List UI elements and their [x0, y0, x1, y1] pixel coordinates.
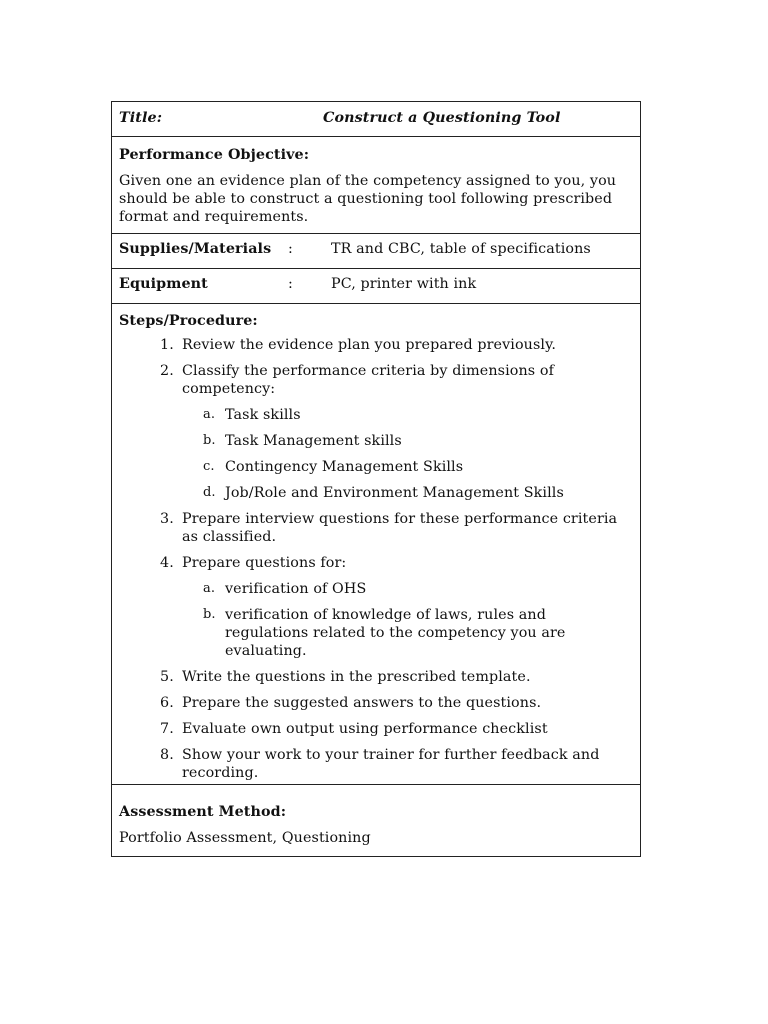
step-number: 2. [160, 363, 174, 379]
step-number: 4. [160, 555, 174, 571]
step-number: 3. [160, 511, 174, 527]
step-item [119, 746, 633, 782]
sub-item [119, 406, 633, 424]
step-text: Show your work to your trainer for further feedback and recording. [182, 747, 600, 781]
sub-list [182, 406, 633, 502]
sub-item [119, 606, 633, 660]
step-item [119, 336, 633, 354]
supplies-colon: : [288, 241, 293, 257]
step-item [119, 720, 633, 738]
assessment-method-text: Portfolio Assessment, Questioning [119, 830, 371, 846]
step-text: Review the evidence plan you prepared previously. [182, 337, 557, 353]
sub-item [119, 580, 633, 598]
performance-objective-row [112, 137, 640, 234]
step-text: Classify the performance criteria by dimensions of competency: [182, 363, 554, 397]
equipment-label: Equipment [119, 276, 208, 292]
assessment-method-row [112, 785, 640, 856]
sub-letter: b. [203, 433, 216, 448]
steps-row [112, 304, 640, 785]
equipment-row [112, 269, 640, 304]
supplies-row [112, 234, 640, 269]
step-number: 1. [160, 337, 174, 353]
sub-item [119, 458, 633, 476]
sub-text: verification of knowledge of laws, rules and regulations related to the competency you are evaluating. [225, 607, 566, 659]
step-text: Prepare questions for: [182, 555, 347, 571]
performance-objective-colon: : [303, 147, 310, 163]
title-label: Title: [119, 110, 163, 126]
steps-list [119, 336, 633, 782]
sub-letter: a. [203, 407, 216, 422]
step-number: 5. [160, 669, 174, 685]
equipment-colon: : [288, 276, 293, 292]
sub-list [182, 580, 633, 660]
performance-objective-heading [119, 146, 633, 164]
title-value: Construct a Questioning Tool [323, 110, 561, 126]
step-item [119, 362, 633, 502]
step-item [119, 510, 633, 546]
sub-letter: a. [203, 581, 216, 596]
performance-objective-label: Performance Objective [119, 147, 304, 163]
step-item [119, 554, 633, 660]
step-item [119, 694, 633, 712]
supplies-label: Supplies/Materials [119, 241, 272, 257]
step-text: Prepare the suggested answers to the questions. [182, 695, 542, 711]
step-item [119, 668, 633, 686]
title-row [112, 102, 640, 137]
sub-letter: b. [203, 607, 216, 622]
step-number: 6. [160, 695, 174, 711]
sub-text: verification of OHS [225, 581, 367, 597]
performance-objective-text: Given one an evidence plan of the competency assigned to you, you should be able to construct a questioning tool following prescribed format and requirements. [119, 173, 617, 225]
sub-text: Contingency Management Skills [225, 459, 464, 475]
step-text: Evaluate own output using performance checklist [182, 721, 548, 737]
sub-letter: d. [203, 485, 216, 500]
step-number: 8. [160, 747, 174, 763]
task-sheet [111, 101, 641, 857]
step-text: Prepare interview questions for these performance criteria as classified. [182, 511, 618, 545]
sub-item [119, 484, 633, 502]
step-number: 7. [160, 721, 174, 737]
assessment-method-heading: Assessment Method: [119, 804, 287, 820]
sub-item [119, 432, 633, 450]
sub-text: Job/Role and Environment Management Skills [225, 485, 564, 501]
steps-heading: Steps/Procedure: [119, 313, 258, 329]
sub-text: Task Management skills [225, 433, 402, 449]
step-text: Write the questions in the prescribed template. [182, 669, 531, 685]
sub-letter: c. [203, 459, 215, 474]
supplies-value: TR and CBC, table of specifications [331, 241, 591, 257]
sub-text: Task skills [225, 407, 301, 423]
equipment-value: PC, printer with ink [331, 276, 477, 292]
